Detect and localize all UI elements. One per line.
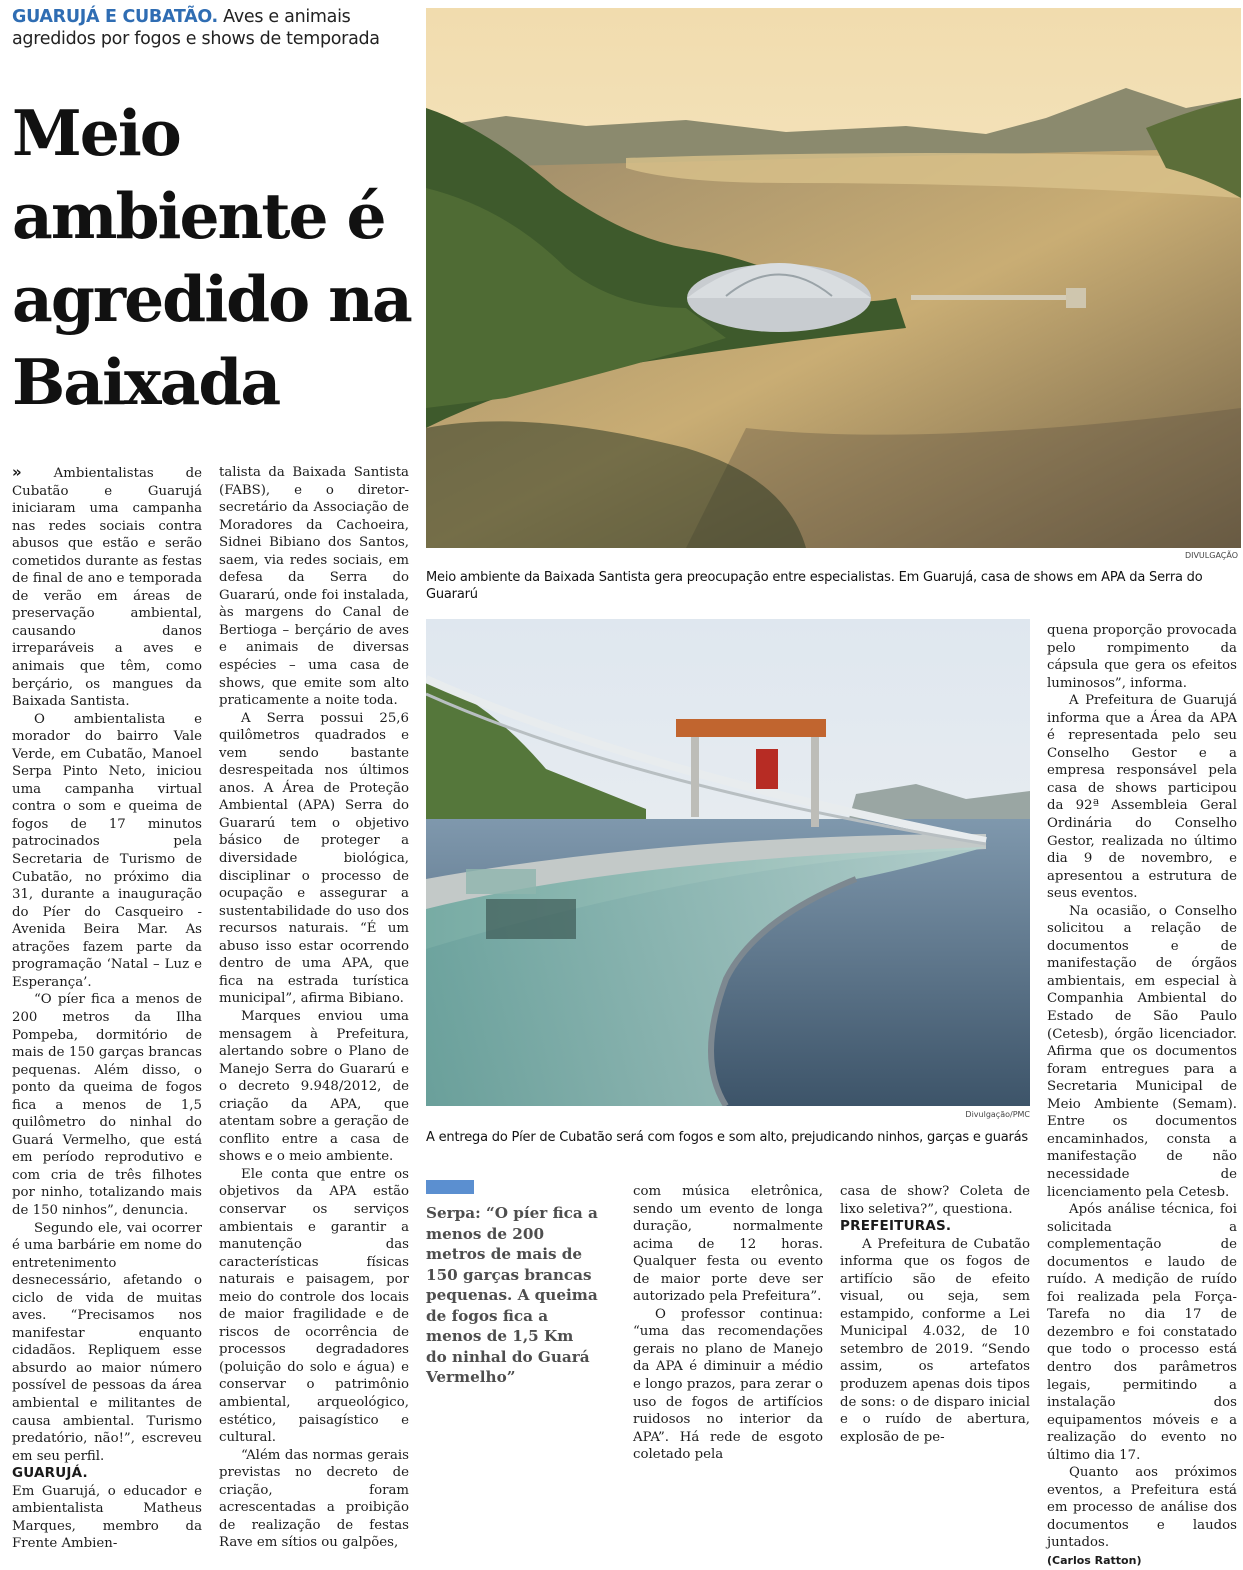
photo-pier: [426, 619, 1030, 1106]
col2-paragraph: A Serra possui 25,6 quilômetros quadrados e vem sendo bastante desrespeitada nos últimos anos. A Área de Proteção Ambiental (APA) Serra do Guararú tem o objetivo básico de proteger a diversidade biológica, disciplinar o processo de ocupação e assegurar a sustentabilidade do uso dos recursos naturais. “É um abuso isso estar ocorrendo dentro de uma APA, que fica na estrada turística municipal”, afirma Bibiano.: [219, 710, 409, 1007]
col5-paragraph: A Prefeitura de Guarujá informa que a Área da APA é representada pelo seu Conselho Gestor e a empresa responsável pela casa de shows participou da 92ª Assembleia Geral Ordinária do Conselho Gestor, realizada no último dia 9 de novembro, e apresentou a estrutura de seus eventos.: [1047, 693, 1237, 902]
article-column-2: [219, 464, 409, 1552]
pier-illustration: [426, 619, 1030, 1106]
col5-paragraph: Na ocasião, o Conselho solicitou a relação de documentos e de manifestação de órgãos ambientais, em especial à Companhia Ambiental do Estado de São Paulo (Cetesb), órgão licenciador. Afirma que os documentos foram entregues para a Secretaria Municipal de Meio Ambiente (Semam). Entre os documentos encaminhados, consta a manifestação de não necessidade de licenciamento pela Cetesb.: [1047, 903, 1237, 1200]
col1-paragraph: Em Guarujá, o educador e ambientalista Matheus Marques, membro da Frente Ambien-: [12, 1483, 202, 1552]
kicker: [12, 6, 412, 50]
col1-paragraph: Ambientalistas de Cubatão e Guarujá iniciaram uma campanha nas redes sociais contra abusos que estão e serão cometidos durante as festas de final de ano e temporada de verão em áreas de preservação ambiental, causando danos irreparáveis a aves e animais que têm, como berçário, os mangues da Baixada Santista.: [12, 466, 202, 710]
subhead-guaruja: GUARUJÁ.: [12, 1465, 88, 1482]
col5-paragraph: Quanto aos próximos eventos, a Prefeitura está em processo de análise dos documentos e laudos juntados.: [1047, 1465, 1237, 1551]
article-column-3: [633, 1183, 823, 1464]
photo-landscape: [426, 8, 1241, 548]
article-column-5: [1047, 622, 1237, 1570]
col2-paragraph: Ele conta que entre os objetivos da APA estão conservar os serviços ambientais e garantir a manutenção das características físicas naturais e paisagem, por meio do controle dos locais de maior fragilidade e de riscos de ocorrência de processos degradadores (poluição do solo e água) e conservar o patrimônio ambiental, arqueológico, estético, paisagístico e cultural.: [219, 1166, 409, 1446]
pull-quote: Serpa: “O píer fica a menos de 200 metros de mais de 150 garças brancas pequenas. A queima de fogos fica a menos de 1,5 Km do ninhal do Guará Vermelho”: [426, 1204, 598, 1386]
col4-paragraph: A Prefeitura de Cubatão informa que os fogos de artifício são de efeito visual, ou seja, sem estampido, conforme a Lei Municipal 4.032, de 10 setembro de 2019. “Sendo assim, os artefatos produzem apenas dois tipos de sons: o de disparo inicial e o ruído de abertura, explosão de pe-: [840, 1236, 1030, 1445]
author-signature: (Carlos Ratton): [1047, 1553, 1142, 1567]
kicker-text: Aves e animais agredidos por fogos e shows de temporada: [12, 7, 380, 49]
photo2-credit: Divulgação/PMC: [965, 1110, 1030, 1119]
headline: Meio ambiente é agredido na Baixada: [12, 96, 411, 419]
col3-paragraph: O professor continua: “uma das recomendações gerais no plano de Manejo da APA é diminuir a médio e longo prazos, para zerar o uso de fogos de artifícios ruidosos no interior da APA”. Há rede de esgoto coletado pela: [633, 1306, 823, 1463]
quote-accent-bar: [426, 1180, 474, 1194]
col1-paragraph: O ambientalista e morador do bairro Vale Verde, em Cubatão, Manoel Serpa Pinto Neto, iniciou uma campanha virtual contra o som e queima de fogos de 17 minutos patrocinados pela Secretaria de Turismo de Cubatão, no próximo dia 31, durante a inauguração do Píer do Casqueiro - Avenida Beira Mar. As atrações fazem parte da programação ‘Natal – Luz e Esperança’.: [12, 711, 202, 990]
article-column-4: [840, 1183, 1030, 1446]
col4-paragraph: casa de show? Coleta de lixo seletiva?”, questiona.: [840, 1184, 1030, 1217]
col2-paragraph: “Além das normas gerais previstas no decreto de criação, foram acrescentadas a proibição de realização de festas Rave em sítios ou galpões,: [219, 1447, 409, 1551]
col3-paragraph: com música eletrônica, sendo um evento de longa duração, normalmente acima de 12 horas. Qualquer festa ou evento de maior porte deve ser autorizado pela Prefeitura”.: [633, 1184, 823, 1305]
col2-paragraph: talista da Baixada Santista (FABS), e o diretor-secretário da Associação de Moradores da Cachoeira, Sidnei Bibiano dos Santos, saem, via redes sociais, em defesa da Serra do Guararú, onde foi instalada, às margens do Canal de Bertioga – berçário de aves e animais de diversas espécies – uma casa de shows, que emite som alto praticamente a noite toda.: [219, 465, 409, 709]
article-column-1: [12, 464, 202, 1553]
col1-paragraph: Segundo ele, vai ocorrer é uma barbárie em nome do entretenimento desnecessário, afetando o ciclo de vida de muitas aves. “Precisamos nos manifestar enquanto cidadãos. Repliquem esse absurdo ao maior número possível de pessoas da área ambiental e militantes de causa ambiental. Turismo predatório, não!”, escreveu em seu perfil.: [12, 1220, 202, 1464]
landscape-illustration: [426, 8, 1241, 548]
photo1-credit: DIVULGAÇÃO: [1184, 551, 1238, 560]
photo2-caption: A entrega do Píer de Cubatão será com fogos e som alto, prejudicando ninhos, garças e guarás: [426, 1130, 1029, 1145]
col5-paragraph: quena proporção provocada pelo rompimento da cápsula que gera os efeitos luminosos”, informa.: [1047, 623, 1237, 691]
lead-marker: »: [12, 463, 22, 481]
col2-paragraph: Marques enviou uma mensagem à Prefeitura, alertando sobre o Plano de Manejo Serra do Guararú e o decreto 9.948/2012, de criação da APA, que atentam sobre a geração de conflito entre a casa de shows e o meio ambiente.: [219, 1008, 409, 1165]
col5-paragraph: Após análise técnica, foi solicitada a complementação de documentos e laudo de ruído. A medição de ruído foi realizada pela Força-Tarefa no dia 17 de dezembro e foi constatado que todo o processo está dentro dos parâmetros legais, permitindo a instalação dos equipamentos móveis e a realização do evento no último dia 17.: [1047, 1202, 1237, 1463]
photo1-caption: Meio ambiente da Baixada Santista gera preocupação entre especialistas. Em Guarujá, casa de shows em APA da Serra do Guararú: [426, 570, 1203, 602]
col1-paragraph: “O píer fica a menos de 200 metros da Ilha Pompeba, dormitório de mais de 150 garças brancas pequenas. Além disso, o ponto da queima de fogos fica a menos de 1,5 quilômetro do ninhal do Guará Vermelho, que está em período reprodutivo e com cria de três filhotes por ninho, totalizando mais de 150 ninhos”, denuncia.: [12, 992, 202, 1218]
subhead-prefeituras: PREFEITURAS.: [840, 1218, 952, 1235]
kicker-tag: GUARUJÁ E CUBATÃO.: [12, 7, 218, 27]
